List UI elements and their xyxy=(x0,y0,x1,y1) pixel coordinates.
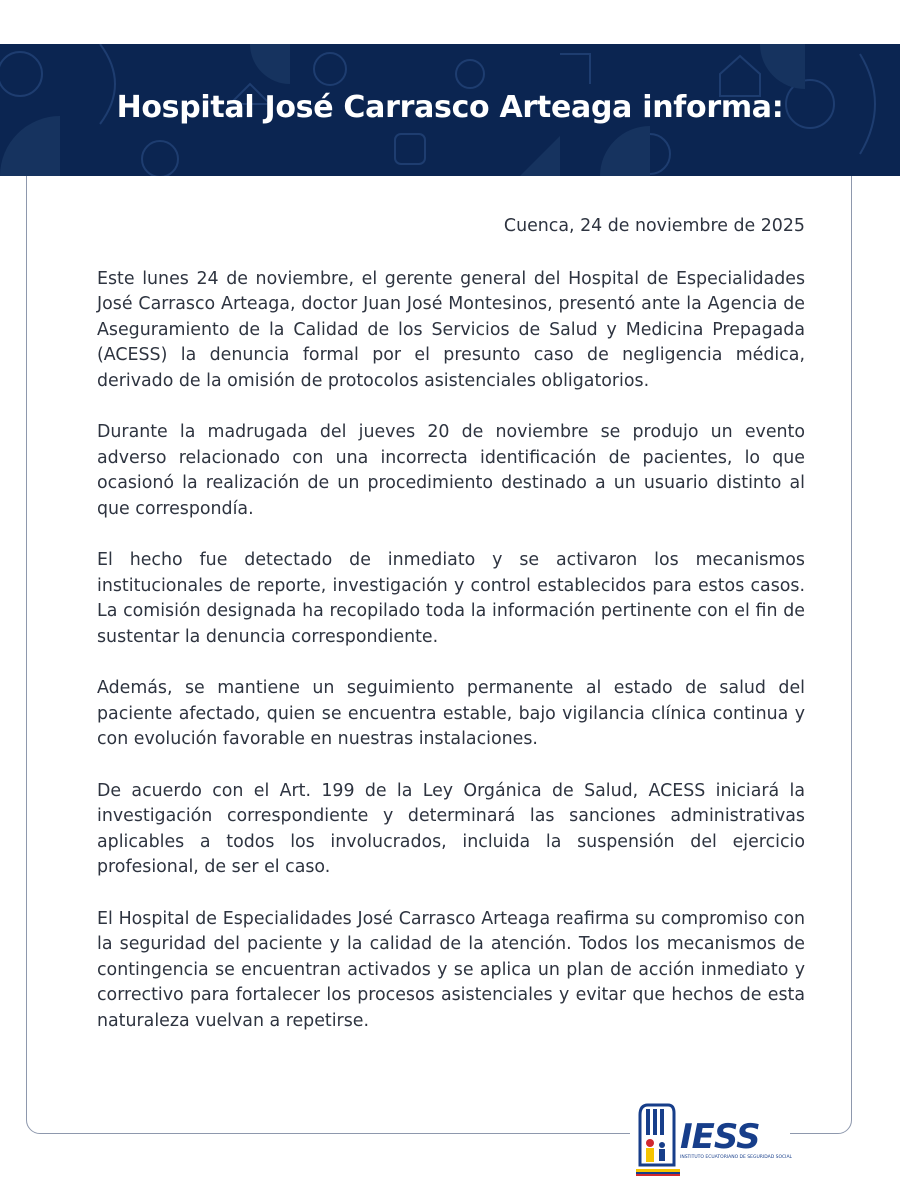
paragraph: El hecho fue detectado de inmediato y se activaron los mecanismos institucionales de reporte, investigación y control establecidos para estos casos. La comisión designada ha recopilado toda la información pertinente con el fin de sustentar la denuncia correspondiente. xyxy=(97,550,805,647)
header-banner xyxy=(0,44,900,176)
iess-logo xyxy=(630,1095,793,1183)
page-title: Hospital José Carrasco Arteaga informa: xyxy=(116,90,784,125)
document-date: Cuenca, 24 de noviembre de 2025 xyxy=(503,216,805,236)
paragraph: Además, se mantiene un seguimiento permanente al estado de salud del paciente afectado, quien se encuentra estable, bajo vigilancia clínica continua y con evolución favorable en nuestras instalaciones. xyxy=(97,678,805,749)
paragraph: El Hospital de Especialidades José Carrasco Arteaga reafirma su compromiso con la seguridad del paciente y la calidad de la atención. Todos los mecanismos de contingencia se encuentran activados y se aplica un plan de acción inmediato y correctivo para fortalecer los procesos asistenciales y evitar que hechos de esta naturaleza vuelvan a repetirse. xyxy=(97,908,805,1031)
paragraph: Este lunes 24 de noviembre, el gerente general del Hospital de Especialidades José Carrasco Arteaga, doctor Juan José Montesinos, presentó ante la Agencia de Aseguramiento de la Calidad de los Servicios de Salud y Medicina Prepagada (ACESS) la denuncia formal por el presunto caso de negligencia médica, derivado de la omisión de protocolos asistenciales obligatorios. xyxy=(97,268,805,391)
paragraph: Durante la madrugada del jueves 20 de noviembre se produjo un evento adverso relacionado con una incorrecta identificación de pacientes, lo que ocasionó la realización de un procedimiento destinado a un usuario distinto al que correspondía. xyxy=(97,422,805,519)
document-body xyxy=(97,214,805,1060)
hand-emblem-icon xyxy=(630,1095,680,1181)
logo-wordmark: IESS xyxy=(680,1117,760,1157)
logo-subtitle: INSTITUTO ECUATORIANO DE SEGURIDAD SOCIAL xyxy=(680,1155,793,1160)
paragraph: De acuerdo con el Art. 199 de la Ley Orgánica de Salud, ACESS iniciará la investigación correspondiente y determinará las sanciones administrativas aplicables a todos los involucrados, incluida la suspensión del ejercicio profesional, de ser el caso. xyxy=(97,780,805,877)
